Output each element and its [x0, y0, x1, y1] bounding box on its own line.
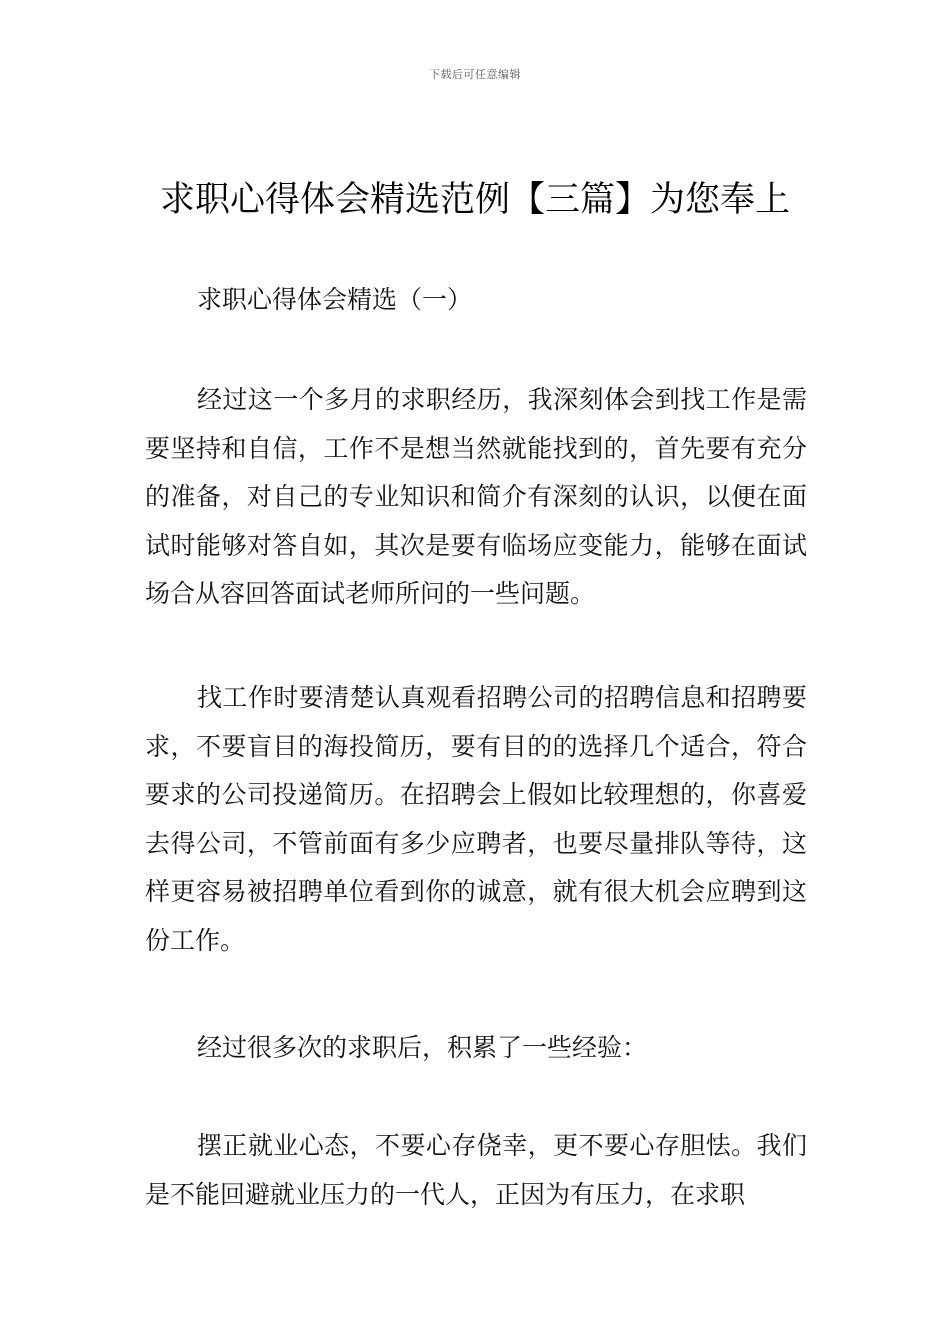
header-note: 下载后可任意编辑: [429, 68, 521, 81]
paragraph-1: 经过这一个多月的求职经历，我深刻体会到找工作是需要坚持和自信，工作不是想当然就能找到的，首先要有充分的准备，对自己的专业知识和简介有深刻的认识，以便在面试时能够对答自如，其次是要有临场应变能力，能够在面试场合从容回答面试老师所问的一些问题。: [145, 385, 807, 608]
section-subtitle: 求职心得体会精选（一）: [197, 285, 473, 314]
paragraph-3: 经过很多次的求职后，积累了一些经验：: [197, 1033, 648, 1062]
document-title: 求职心得体会精选范例【三篇】为您奉上: [159, 180, 790, 220]
paragraph-2: 找工作时要清楚认真观看招聘公司的招聘信息和招聘要求，不要盲目的海投简历，要有目的的选择几个适合，符合要求的公司投递简历。在招聘会上假如比较理想的，你喜爱去得公司，不管前面有多少应聘者，也要尽量排队等待，这样更容易被招聘单位看到你的诚意，就有很大机会应聘到这份工作。: [145, 683, 807, 955]
paragraph-4: 摆正就业心态，不要心存侥幸，更不要心存胆怯。我们是不能回避就业压力的一代人，正因为有压力，在求职: [145, 1131, 807, 1209]
